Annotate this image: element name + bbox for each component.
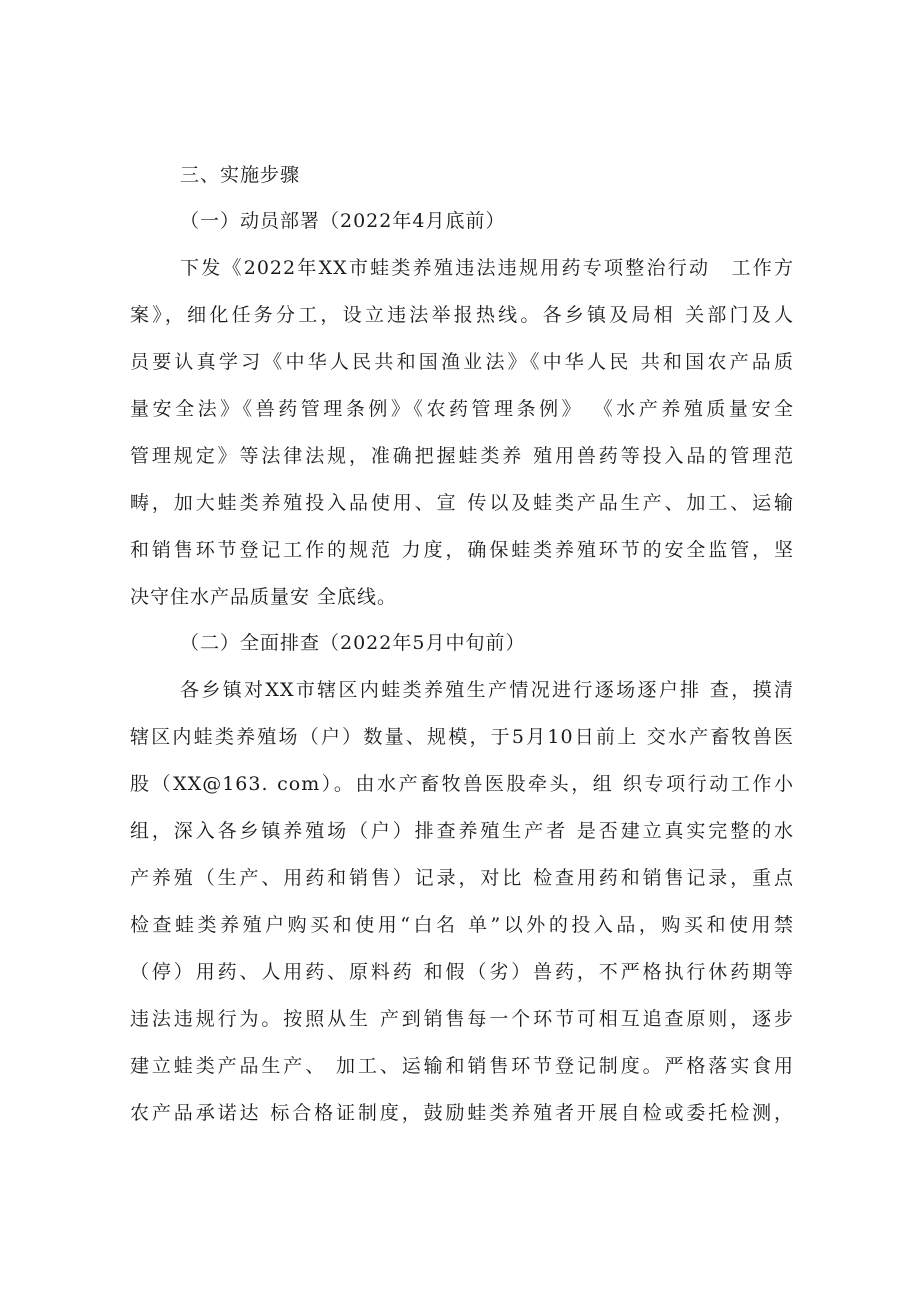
step-1-line: 决守住水产品质量安 全底线。 [130, 586, 398, 608]
step-1-line: 下发《2022年XX市蛙类养殖违法违规用药专项整治行动 工作方 [180, 257, 794, 279]
step-2-heading: （二）全面排查（2022年5月中旬前） [180, 632, 526, 654]
step-2-line: 各乡镇对XX市辖区内蛙类养殖生产情况进行逐场逐户排 查，摸清 [180, 679, 794, 701]
step-1-line: 和销售环节登记工作的规范 力度，确保蛙类养殖环节的安全监管，坚 [130, 539, 794, 561]
step-2-line: 产养殖（生产、用药和销售）记录，对比 检查用药和销售记录，重点 [130, 867, 794, 889]
step-1-line: 畴，加大蛙类养殖投入品使用、宣 传以及蛙类产品生产、加工、运输 [130, 492, 794, 514]
step-2-line: 检查蛙类养殖户购买和使用“白名 单”以外的投入品，购买和使用禁 [130, 914, 794, 936]
step-2-line: 组，深入各乡镇养殖场（户）排查养殖生产者 是否建立真实完整的水 [130, 820, 794, 842]
step-2-line: 建立蛙类产品生产、 加工、运输和销售环节登记制度。严格落实食用 [130, 1055, 794, 1077]
section-title: 三、实施步骤 [180, 164, 301, 186]
step-2-line: （停）用药、人用药、原料药 和假（劣）兽药，不严格执行休药期等 [130, 961, 794, 983]
step-2-line: 农产品承诺达 标合格证制度，鼓励蛙类养殖者开展自检或委托检测， [130, 1102, 794, 1124]
step-2-line: 股（XX@163. com）。由水产畜牧兽医股牵头，组 织专项行动工作小 [130, 773, 794, 795]
step-1-line: 管理规定》等法律法规，准确把握蛙类养 殖用兽药等投入品的管理范 [130, 445, 794, 467]
step-1-heading: （一）动员部署（2022年4月底前） [180, 210, 506, 232]
step-2-line: 违法违规行为。按照从生 产到销售每一个环节可相互追查原则，逐步 [130, 1008, 794, 1030]
step-2-line: 辖区内蛙类养殖场（户）数量、规模，于5月10日前上 交水产畜牧兽医 [130, 726, 794, 748]
step-1-line: 量安全法》《兽药管理条例》《农药管理条例》 《水产养殖质量安全 [130, 398, 794, 420]
step-1-line: 案》，细化任务分工，设立违法举报热线。各乡镇及局相 关部门及人 [130, 304, 794, 326]
step-1-line: 员要认真学习《中华人民共和国渔业法》《中华人民 共和国农产品质 [130, 351, 794, 373]
